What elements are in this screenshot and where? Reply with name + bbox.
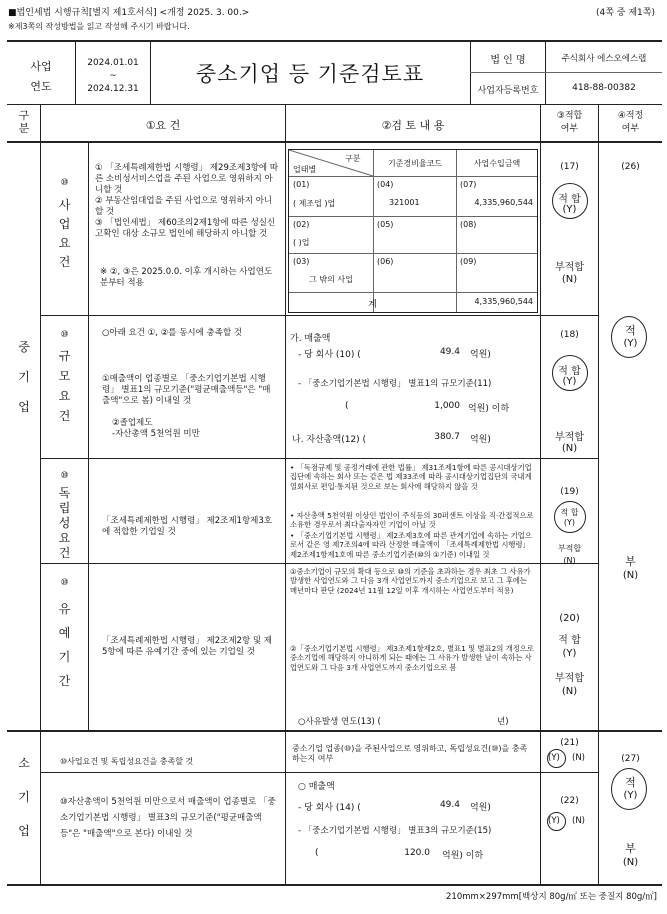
- r102-fit-ok[interactable]: 적 합: [558, 366, 581, 377]
- sme-fit2-ng-n: (N): [622, 570, 639, 581]
- year-start: 2024.01.01: [87, 58, 139, 68]
- col-fit2: ④적정 여부: [617, 111, 644, 134]
- paper-spec: 210mm×297mm[백상지 80g/㎡ 또는 중질지 80g/㎡]: [446, 892, 657, 902]
- r105-text: ⑩사업요건 및 독립성요건을 충족할 것: [60, 757, 194, 766]
- r102-rev2: - 당 회사 (10) (: [298, 350, 361, 360]
- r105-fit-no: (21): [560, 738, 579, 748]
- r103-bullet3: • 「중소기업기본법 시행령」 제2조제3호에 따른 관계기업에 속하는 기업으로서 같은 영 제7조의4에 따라 산정한 매출액이 「조세특례제한법 시행령」 제2조제1항제1호에 따른 중소기업기준(⑩의 ①기준) 이내일 것: [290, 531, 532, 559]
- r104-fit-no: (20): [559, 613, 580, 624]
- r103-bullet2: • 자산총액 5천억원 이상인 법인이 주식등의 30퍼센트 이상을 직·간접적으로 소유한 경우로서 최다출자자인 기업이 아닐 것: [290, 511, 534, 530]
- year-end: 2024.12.31: [87, 84, 139, 94]
- r102-rev4-unit: 억원) 이하: [468, 404, 510, 414]
- row1-no1: (01): [293, 180, 310, 189]
- r104-fit-ng-n: (N): [561, 686, 578, 697]
- total-label: 계: [368, 300, 377, 310]
- r101-no: ⑩: [60, 178, 69, 188]
- r103-fit-ok-y: (Y): [563, 518, 576, 527]
- business-table: [288, 149, 538, 313]
- row1-code: 321001: [389, 198, 420, 207]
- r103-fit-ng[interactable]: 부적합: [557, 544, 582, 553]
- sme-fit2-ng[interactable]: 부: [625, 555, 636, 568]
- row3-biz: 그 밖의 사업: [309, 275, 353, 284]
- r102-text2: ①매출액이 업종별로 「중소기업기본법 시행령」 별표1의 규모기준("평균매출액등"은 "매출액"으로 봄) 이내일 것: [102, 374, 271, 406]
- r106-y[interactable]: (Y): [548, 816, 560, 826]
- r104-clause1: ①중소기업이 규모의 확대 등으로 ⑩의 기준을 초과하는 경우 최초 그 사유가 발생한 사업연도와 그 다음 3개 사업연도까지 중소기업으로 보고 그 후에는 매년마다 판단 (2024년 11월 12일 이후 개시하는 사업연도부터 적용): [290, 567, 531, 595]
- r101-text: ① 「조세특례제한법 시행령」 제29조제3항에 따른 소비성서비스업을 주된 사업으로 영위하지 아니할 것 ② 부동산임대업을 주된 사업으로 영위하지 아니할 것 ③ 「법인세법」 제60조의2제1항에 따른 성실신고확인 대상 소규모 법인에 해당하지 아니할 것: [95, 163, 279, 239]
- r106-rev2-unit: 억원): [470, 803, 491, 813]
- r101-fit-ok[interactable]: 적 합: [558, 194, 581, 205]
- r101-fit-no: (17): [560, 162, 579, 172]
- r104-fit-ok[interactable]: 적 합: [558, 635, 581, 646]
- r101-note: ※ ②, ③은 2025.0.0. 이후 개시하는 사업연도분부터 적용: [100, 267, 273, 288]
- r103-text: 「조세특례제한법 시행령」 제2조제1항제3호에 적합한 기업일 것: [102, 516, 273, 537]
- row2-no2: (05): [377, 220, 394, 229]
- sme-fit2-ok[interactable]: 적: [625, 324, 636, 337]
- table-header-sub: 업태별: [293, 165, 317, 174]
- bizno-value: 418-88-00382: [572, 83, 636, 93]
- r102-rev1: 가. 매출액: [290, 334, 331, 344]
- r101-fit-ng-n: (N): [561, 274, 578, 285]
- r106-rev4-value: 120.0: [404, 848, 430, 858]
- r101-fit-ok-y: (Y): [562, 204, 577, 215]
- small-fit2-ok[interactable]: 적: [625, 776, 636, 789]
- year-tilde: ~: [109, 71, 117, 81]
- r106-n[interactable]: (N): [572, 816, 585, 826]
- row1-no2: (04): [377, 180, 394, 189]
- row1-amount: 4,335,960,544: [474, 198, 533, 207]
- r106-rev2: - 당 회사 (14) (: [298, 803, 361, 813]
- r102-rev3: - 「중소기업기본법 시행령」 별표1의 규모기준(11): [298, 379, 492, 389]
- row2-no1: (02): [293, 220, 310, 229]
- r106-rev1: ○ 매출액: [298, 782, 335, 792]
- row2-no3: (08): [460, 220, 477, 229]
- r102-text3: ②졸업제도 -자산총액 5천억원 미만: [112, 418, 200, 439]
- corp-name-label: 법 인 명: [490, 55, 526, 66]
- col-review: ②검 토 내 용: [381, 119, 445, 132]
- col-gubun: 구 분: [18, 109, 30, 135]
- r101-title: 사 업 요 건: [58, 198, 71, 269]
- r102-fit-ng-n: (N): [561, 443, 578, 454]
- r102-text1: ○아래 요건 ①, ②를 동시에 충족할 것: [102, 328, 243, 338]
- r105-n[interactable]: (N): [572, 753, 585, 763]
- table-col-amount: 사업수입금액: [473, 159, 521, 168]
- r106-rev4-unit: 억원) 이하: [442, 851, 484, 861]
- r104-clause3-unit: 년): [497, 717, 509, 727]
- r105-y[interactable]: (Y): [548, 753, 560, 763]
- r102-title: 규 모 요 건: [58, 349, 71, 423]
- row3-no3: (09): [460, 257, 477, 266]
- r102-rev5-value: 380.7: [434, 432, 460, 442]
- r104-title: 유 예 기 간: [58, 602, 71, 688]
- r102-rev4: (: [345, 401, 349, 411]
- r102-fit-ng[interactable]: 부적합: [555, 432, 584, 443]
- total-amount: 4,335,960,544: [474, 297, 533, 306]
- small-fit2-no: (27): [621, 754, 640, 764]
- sme-fit2-no: (26): [621, 162, 640, 172]
- r103-bullet1: • 「독점규제 및 공정거래에 관한 법률」 제31조제1항에 따른 공시대상기업집단에 속하는 회사 또는 같은 법 제33조에 따라 공시대상기업집단의 국내계열회사로 편입·통지된 것으로 보는 회사에 해당하지 않을 것: [290, 463, 532, 491]
- col-fit: ③적합 여부: [556, 111, 583, 134]
- page-title: 중소기업 등 기준검토표: [195, 62, 425, 86]
- form-reference: ■법인세법 시행규칙[별지 제1호서식] <개정 2025. 3. 00.>: [8, 8, 250, 18]
- sme-label: 중 기 업: [18, 340, 30, 414]
- year-label: 사업 연도: [30, 60, 52, 93]
- r104-clause3: ○사유발생 연도(13) (: [298, 717, 381, 727]
- r102-rev2-value: 49.4: [439, 347, 460, 357]
- r105-review: 중소기업 업종(⑩)을 주된사업으로 영위하고, 독립성요건(⑩)을 충족하는지 여부: [292, 744, 528, 763]
- r106-rev3: - 「중소기업기본법 시행령」 별표3의 규모기준(15): [298, 826, 492, 836]
- r104-no: ⑩: [60, 578, 69, 588]
- col-requirement: ①요 건: [145, 119, 181, 132]
- table-header-gubun: 구분: [345, 154, 361, 163]
- r102-rev2-unit: 억원): [470, 350, 491, 360]
- r102-rev5: 나. 자산총액(12) (: [292, 435, 367, 445]
- small-fit2-ng[interactable]: 부: [625, 842, 636, 855]
- r106-rev2-value: 49.4: [439, 800, 460, 810]
- row1-no3: (07): [460, 180, 477, 189]
- r104-fit-ok-y: (Y): [562, 648, 577, 659]
- r103-no: ⑩: [60, 471, 69, 481]
- row2-biz: ( )업: [293, 238, 310, 247]
- r102-rev4-value: 1,000: [434, 401, 460, 411]
- small-label: 소 기 업: [18, 756, 30, 838]
- row3-no1: (03): [293, 257, 310, 266]
- corp-name-value: 주식회사 에스오에스랩: [561, 54, 647, 64]
- small-fit2-ok-y: (Y): [623, 790, 638, 801]
- r106-text: ⑩자산총액이 5천억원 미만으로서 매출액이 업종별로 「중소기업기본법 시행령」 별표3의 규모기준("평균매출액등"은 "매출액"으로 본다) 이내일 것: [60, 797, 276, 839]
- r103-fit-ok[interactable]: 적 합: [560, 508, 579, 517]
- sme-fit2-ok-y: (Y): [623, 338, 638, 349]
- table-col-code: 기준경비율코드: [387, 159, 443, 168]
- row3-no2: (06): [377, 257, 394, 266]
- r106-rev4: (: [315, 848, 319, 858]
- r102-fit-no: (18): [560, 330, 579, 340]
- r103-fit-ng-n: (N): [563, 556, 576, 565]
- page-count: (4쪽 중 제1쪽): [596, 8, 655, 18]
- r102-no: ⑩: [60, 330, 69, 340]
- r103-title: 독 립 성 요 건: [58, 486, 71, 560]
- r104-fit-ng[interactable]: 부적합: [555, 673, 584, 684]
- r102-fit-ok-y: (Y): [562, 376, 577, 387]
- r102-rev5-unit: 억원): [470, 435, 491, 445]
- instruction-note: ※제3쪽의 작성방법을 읽고 작성해 주시기 바랍니다.: [8, 22, 190, 31]
- small-fit2-ng-n: (N): [622, 857, 639, 868]
- r104-clause2: ②「중소기업기본법 시행령」 제3조제1항제2호, 별표1 및 별표2의 개정으로 중소기업에 해당하지 아니하게 되는 때에는 그 사유가 발생한 날이 속하는 사업연도와 그 다음 3개 사업연도까지 중소기업으로 봄: [290, 644, 534, 672]
- bizno-label: 사업자등록번호: [477, 86, 539, 96]
- r103-fit-no: (19): [560, 487, 579, 497]
- r104-text: 「조세특례제한법 시행령」 제2조제2항 및 제5항에 따른 유예기간 중에 있는 기업일 것: [102, 636, 273, 657]
- row1-biz: ( 제조업 )업: [293, 199, 336, 208]
- r106-fit-no: (22): [560, 796, 579, 806]
- r101-fit-ng[interactable]: 부적합: [555, 262, 584, 273]
